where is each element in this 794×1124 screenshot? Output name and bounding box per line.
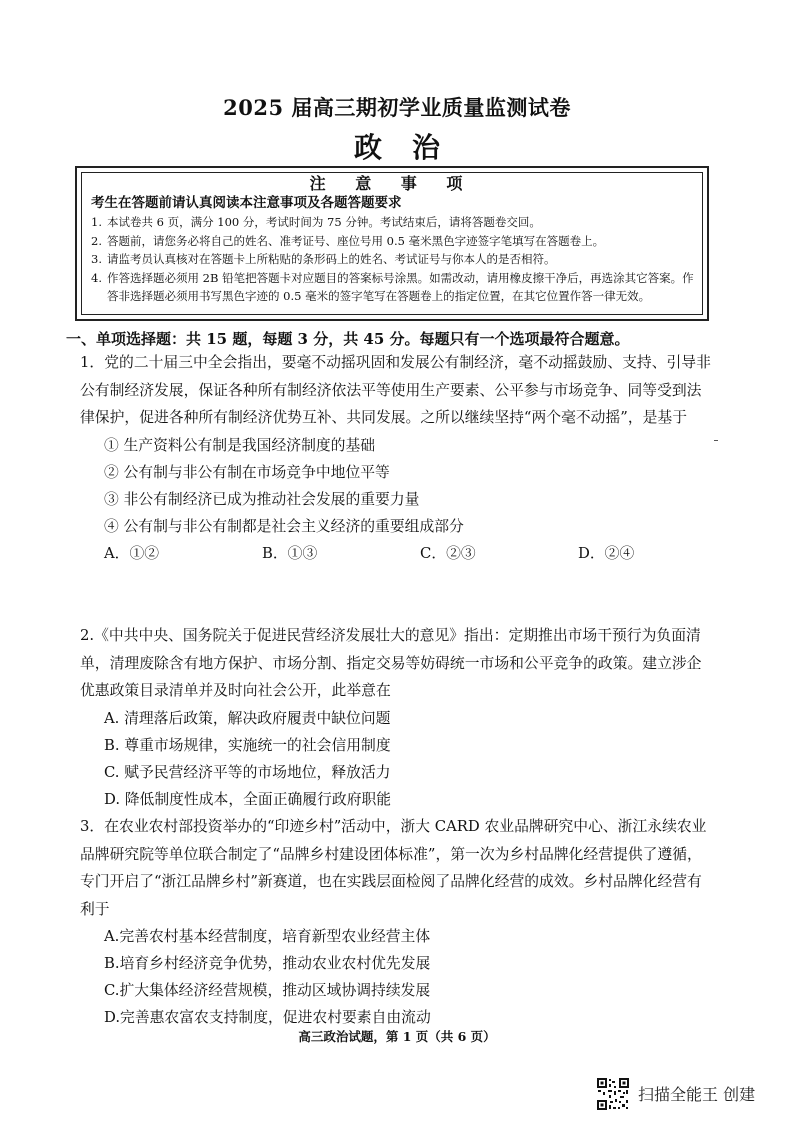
notice-item-text: 作答选择题必须用 2B 铅笔把答题卡对应题目的答案标号涂黑。如需改动，请用橡皮擦干净后，再选涂其它答案。作答非选择题必须用书写黑色字迹的 0.5 毫米的签字笔写在答题卷上的指定位置，在其它位置作答一律无效。 — [107, 270, 694, 303]
notice-item-text: 请监考员认真核对在答题卡上所粘贴的条形码上的姓名、考试证号与你本人的是否相符。 — [107, 252, 556, 266]
option-c: C．②③ — [420, 544, 476, 562]
exam-subject: 政治 — [353, 131, 470, 164]
notice-box — [75, 166, 709, 321]
option-b: B. 尊重市场规律，实施统一的社会信用制度 — [104, 736, 391, 754]
notice-item — [82, 250, 702, 269]
question-stem — [80, 349, 716, 432]
exam-title: 2025 届高三期初学业质量监测试卷 — [223, 95, 571, 120]
question-1 — [80, 349, 716, 567]
statement-item: ④ 公有制与非公有制都是社会主义经济的重要组成部分 — [104, 517, 464, 535]
notice-heading: 考生在答题前请认真阅读本注意事项及各题答题要求 — [91, 195, 402, 211]
scan-mark — [714, 440, 718, 441]
option-d: D.完善惠农富农支持制度，促进农村要素自由流动 — [104, 1009, 431, 1026]
notice-item-number: 3. — [91, 252, 102, 266]
option-d: D．②④ — [578, 544, 635, 562]
notice-item — [82, 213, 702, 232]
notice-item — [82, 232, 702, 251]
question-text: 在农业农村部投资举办的“印迹乡村”活动中，浙大 CARD 农业品牌研究中心、浙江永续农业品牌研究院等单位联合制定了“品牌乡村建设团体标准”，第一次为乡村品牌化经营提供了遵循，专门开启了“浙江品牌乡村”新赛道，也在实践层面检阅了品牌化经营的成效。乡村品牌化经营有利于 — [80, 818, 707, 918]
statement-item: ③ 非公有制经济已成为推动社会发展的重要力量 — [104, 490, 420, 508]
option-c: C.扩大集体经济经营规模，推动区域协调持续发展 — [104, 982, 431, 999]
notice-item-number: 1. — [91, 215, 102, 229]
statement-item: ② 公有制与非公有制在市场竞争中地位平等 — [104, 463, 390, 481]
option-c: C. 赋予民营经济平等的市场地位，释放活力 — [104, 763, 391, 781]
option-b: B.培育乡村经济竞争优势，推动农业农村优先发展 — [104, 955, 431, 972]
option-a: A. 清理落后政策，解决政府履责中缺位问题 — [104, 709, 391, 727]
option-b: B．①③ — [262, 544, 318, 562]
question-2 — [80, 622, 716, 813]
question-stem — [80, 622, 716, 705]
option-a: A．①② — [104, 544, 160, 562]
options-row — [80, 540, 716, 567]
page-footer: 高三政治试题，第 1 页（共 6 页） — [298, 1029, 496, 1044]
question-text: 党的二十届三中全会指出，要毫不动摇巩固和发展公有制经济，毫不动摇鼓励、支持、引导非公有制经济发展，保证各种所有制经济依法平等使用生产要素、公平参与市场竞争、同等受到法律保护，促进各种所有制经济优势互补、共同发展。之所以继续坚持“两个毫不动摇”，是基于 — [80, 354, 711, 426]
notice-item-number: 4. — [91, 270, 102, 285]
question-3 — [80, 813, 716, 1031]
scanner-watermark: 扫描全能王 创建 — [638, 1085, 756, 1104]
question-text: 《中共中央、国务院关于促进民营经济发展壮大的意见》指出：定期推出市场干预行为负面清单，清理废除含有地方保护、市场分割、指定交易等妨碍统一市场和公平竞争的政策。建立涉企优惠政策目录清单并及时向社会公开，此举意在 — [80, 627, 702, 699]
notice-item — [82, 269, 702, 306]
notice-title: 注 意 事 项 — [309, 174, 475, 193]
qr-code-icon — [596, 1077, 630, 1111]
notice-item-number: 2. — [91, 233, 102, 248]
notice-item-text: 答题前，请您务必将自己的姓名、准考证号、座位号用 0.5 毫米黑色字迹签字笔填写在答题卷上。 — [107, 233, 605, 248]
option-d: D. 降低制度性成本，全面正确履行政府职能 — [104, 790, 392, 808]
question-stem — [80, 813, 716, 923]
option-a: A.完善农村基本经营制度，培育新型农业经营主体 — [104, 928, 431, 945]
section-heading: 一、单项选择题：共 15 题，每题 3 分，共 45 分。每题只有一个选项最符合题意。 — [66, 330, 630, 348]
question-number: 3． — [80, 818, 105, 835]
question-number: 1． — [80, 354, 105, 371]
notice-item-text: 本试卷共 6 页，满分 100 分，考试时间为 75 分钟。考试结束后，请将答题卷交回。 — [107, 215, 541, 229]
statement-item: ① 生产资料公有制是我国经济制度的基础 — [104, 436, 376, 454]
question-number: 2. — [80, 627, 95, 644]
notice-inner — [81, 172, 703, 315]
